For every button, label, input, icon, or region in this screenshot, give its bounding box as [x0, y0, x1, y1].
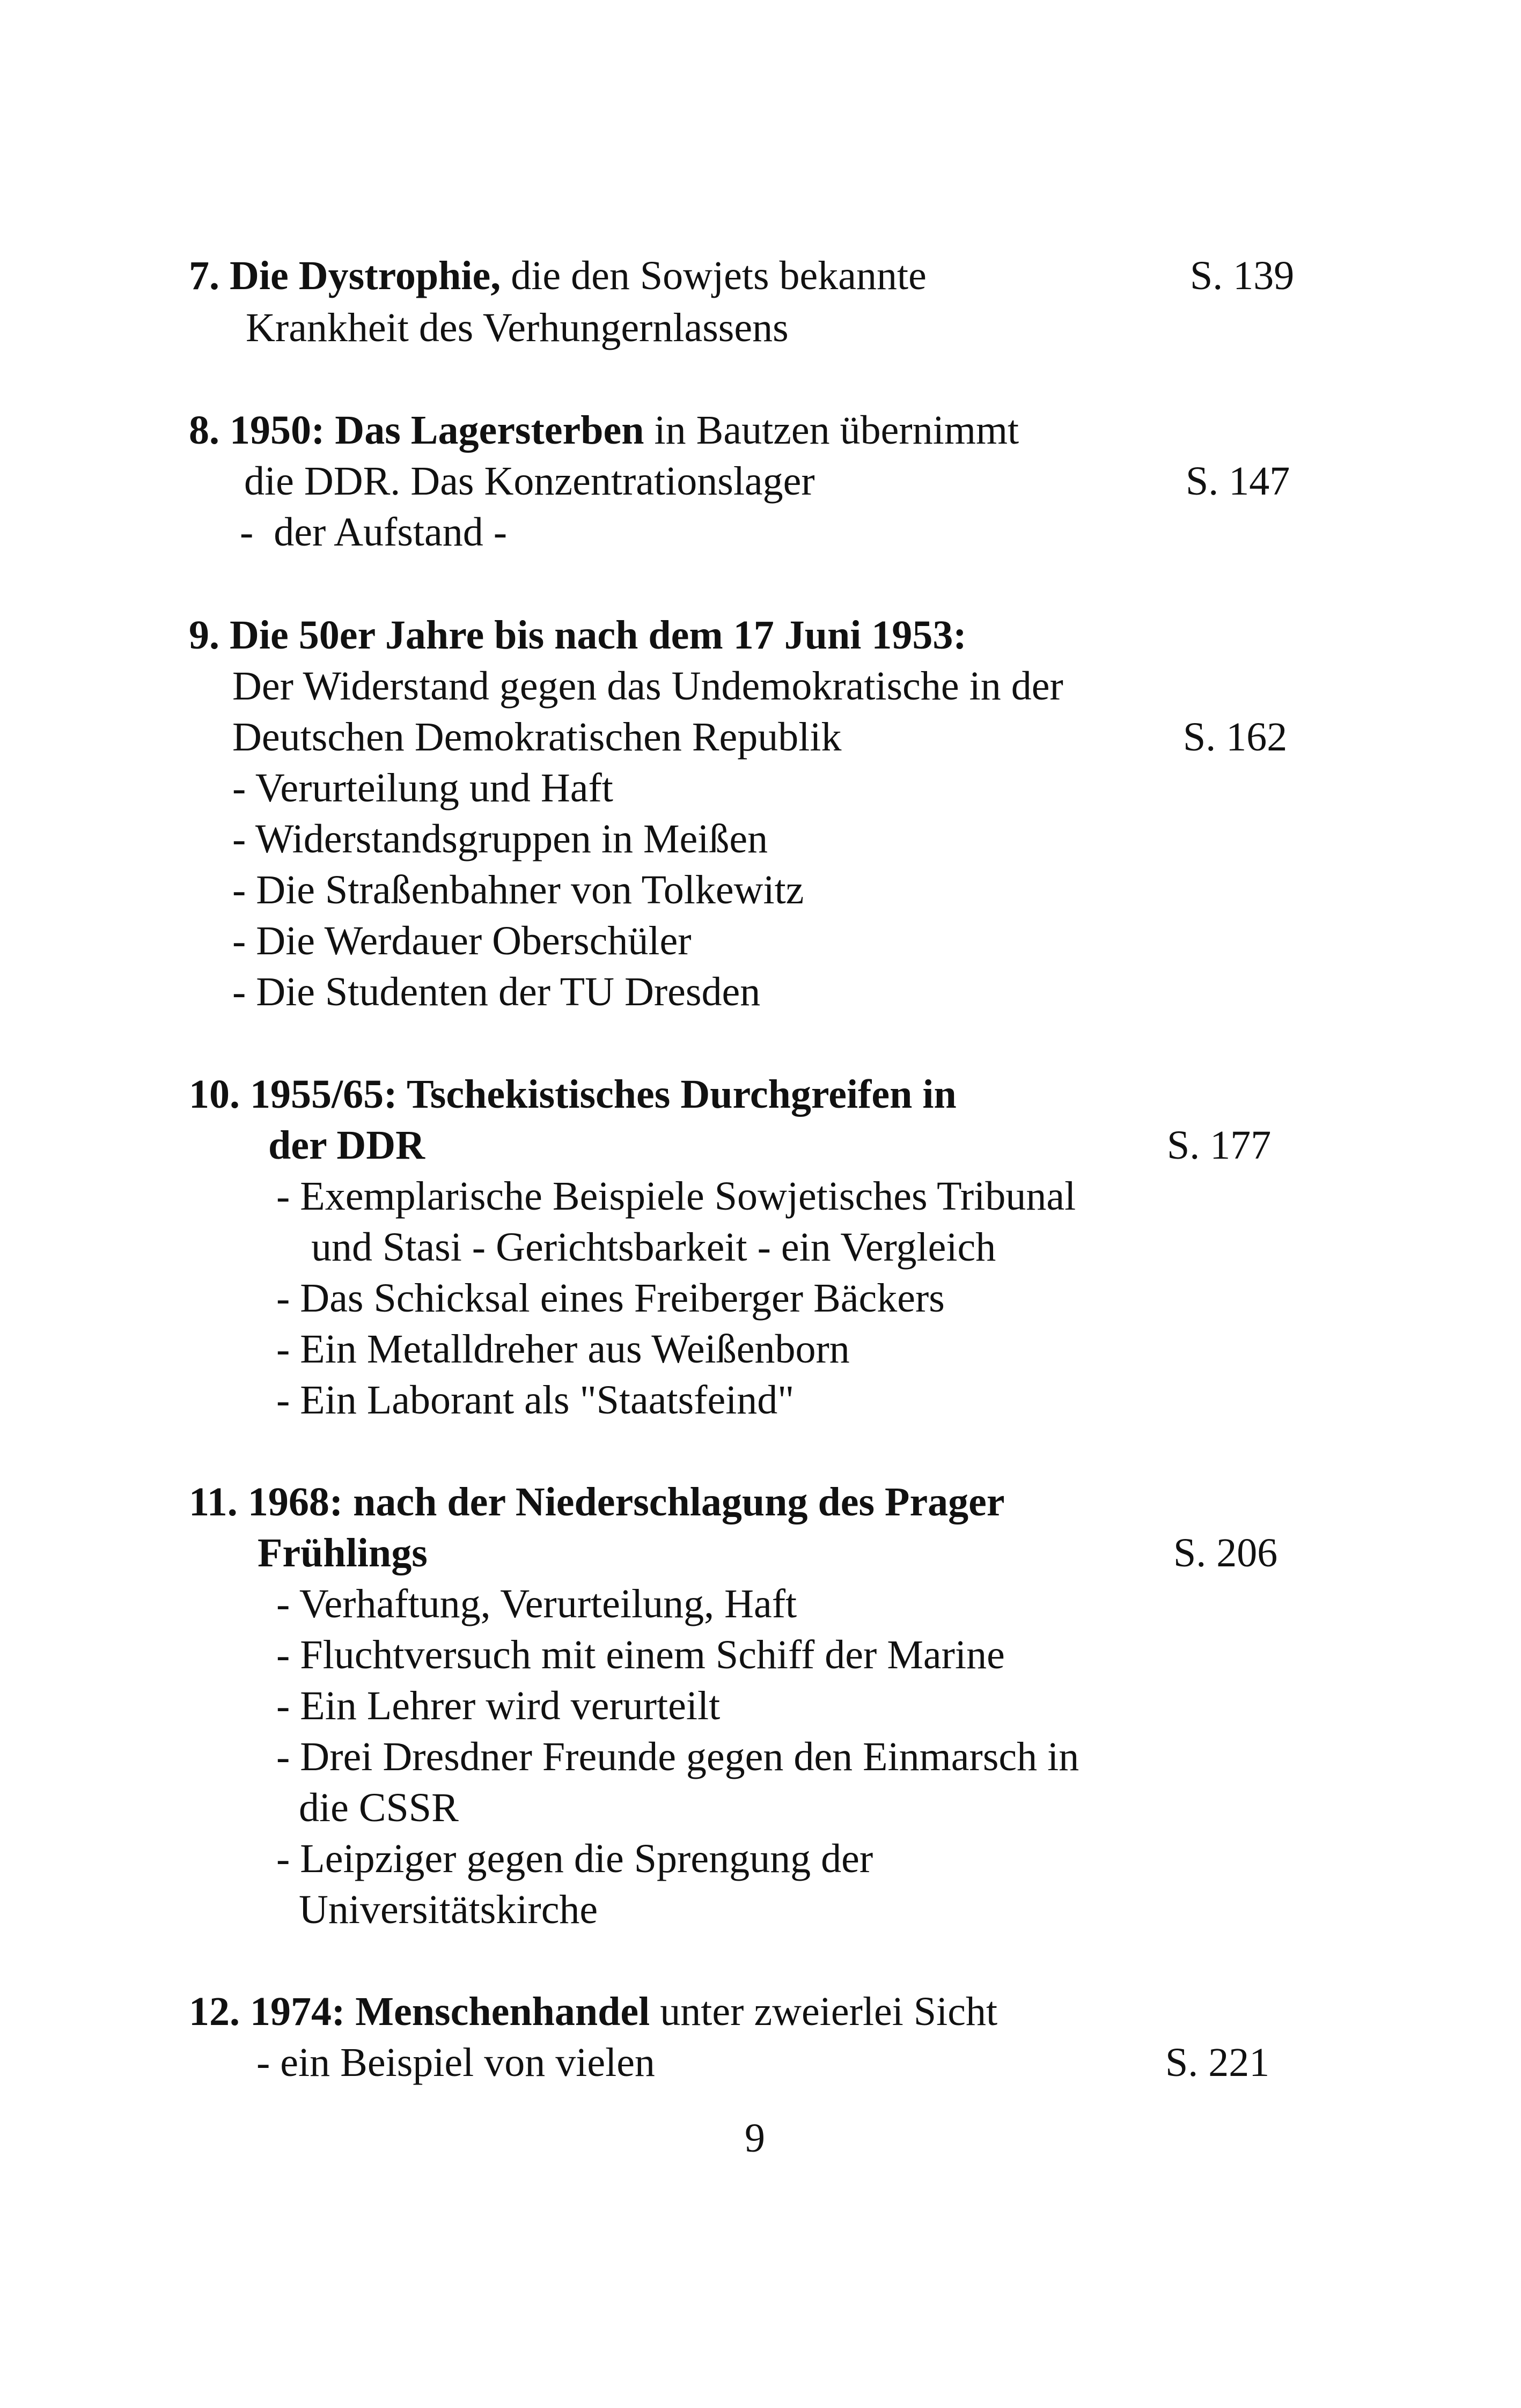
entry-title-bold: 1955/65: Tschekistisches Durchgreifen in	[250, 1072, 957, 1117]
entry-title-rest: in Bautzen übernimmt	[644, 408, 1019, 453]
toc-entry-9-page[interactable]: S. 162	[1183, 715, 1288, 760]
entry-number: 12.	[189, 1989, 240, 2034]
toc-entry-12-page[interactable]: S. 221	[1165, 2040, 1270, 2085]
toc-entry-7-continuation: Krankheit des Verhungernlassens	[246, 305, 789, 350]
entry-number: 9.	[189, 613, 219, 658]
toc-entry-7-page[interactable]: S. 139	[1190, 253, 1295, 298]
toc-entry-11-sub-5-cont: Universitätskirche	[299, 1887, 598, 1932]
toc-entry-11-sub-1: - Verhaftung, Verurteilung, Haft	[276, 1581, 797, 1626]
toc-entry-9-sub-2: - Widerstandsgruppen in Meißen	[232, 816, 768, 861]
toc-entry-11-title[interactable]	[189, 1477, 1005, 1527]
toc-entry-12-title[interactable]	[189, 1987, 997, 2036]
toc-entry-10-sub-4: - Ein Laborant als "Staatsfeind"	[276, 1378, 795, 1423]
toc-entry-11-page[interactable]: S. 206	[1173, 1530, 1278, 1575]
toc-entry-10-title[interactable]	[189, 1070, 957, 1119]
entry-title-bold: 1974: Menschenhandel	[250, 1989, 650, 2034]
entry-title-bold: Die Dystrophie,	[230, 253, 501, 298]
entry-title-bold: Die 50er Jahre bis nach dem 17 Juni 1953:	[230, 613, 967, 658]
entry-number: 11.	[189, 1479, 238, 1525]
toc-entry-9-sub-5: - Die Studenten der TU Dresden	[232, 969, 761, 1014]
toc-entry-8-sub: - der Aufstand -	[240, 510, 508, 555]
toc-entry-11-sub-2: - Fluchtversuch mit einem Schiff der Marine	[276, 1632, 1005, 1677]
toc-entry-9-title[interactable]	[189, 610, 967, 660]
toc-entry-7-title[interactable]	[189, 251, 927, 300]
entry-title-bold: 1968: nach der Niederschlagung des Prager	[247, 1479, 1005, 1525]
page-number: 9	[745, 2116, 765, 2161]
toc-entry-11-sub-4: - Drei Dresdner Freunde gegen den Einmarsch in	[276, 1734, 1079, 1779]
toc-entry-8-title[interactable]	[189, 406, 1019, 455]
toc-entry-11-sub-3: - Ein Lehrer wird verurteilt	[276, 1683, 721, 1728]
toc-entry-9-sub-4: - Die Werdauer Oberschüler	[232, 918, 692, 963]
toc-entry-11-title-cont: Frühlings	[258, 1530, 428, 1575]
entry-title-rest: unter zweierlei Sicht	[650, 1989, 998, 2034]
toc-entry-8-continuation: die DDR. Das Konzentrationslager	[244, 459, 815, 504]
entry-number: 8.	[189, 408, 219, 453]
toc-entry-10-sub-2: - Das Schicksal eines Freiberger Bäckers	[276, 1276, 945, 1321]
toc-entry-12-continuation: - ein Beispiel von vielen	[256, 2040, 655, 2085]
toc-entry-10-sub-3: - Ein Metalldreher aus Weißenborn	[276, 1327, 850, 1372]
toc-entry-9-sub-3: - Die Straßenbahner von Tolkewitz	[232, 867, 804, 912]
entry-number: 10.	[189, 1072, 240, 1117]
toc-entry-10-sub-1: - Exemplarische Beispiele Sowjetisches Tribunal	[276, 1174, 1076, 1219]
toc-entry-10-title-cont: der DDR	[268, 1123, 425, 1168]
entry-title-bold: 1950: Das Lagersterben	[230, 408, 644, 453]
entry-title-rest: die den Sowjets bekannte	[501, 253, 927, 298]
toc-entry-9-sub-1: - Verurteilung und Haft	[232, 765, 613, 811]
toc-entry-11-sub-4-cont: die CSSR	[299, 1785, 459, 1830]
toc-entry-10-page[interactable]: S. 177	[1167, 1123, 1272, 1168]
toc-entry-11-sub-5: - Leipziger gegen die Sprengung der	[276, 1836, 873, 1881]
toc-entry-10-sub-1-cont: und Stasi - Gerichtsbarkeit - ein Vergleich	[311, 1225, 996, 1270]
entry-number: 7.	[189, 253, 219, 298]
toc-entry-8-page[interactable]: S. 147	[1186, 459, 1290, 504]
toc-entry-9-line-2: Deutschen Demokratischen Republik	[232, 715, 842, 760]
toc-entry-9-line-1: Der Widerstand gegen das Undemokratische in der	[232, 664, 1063, 709]
